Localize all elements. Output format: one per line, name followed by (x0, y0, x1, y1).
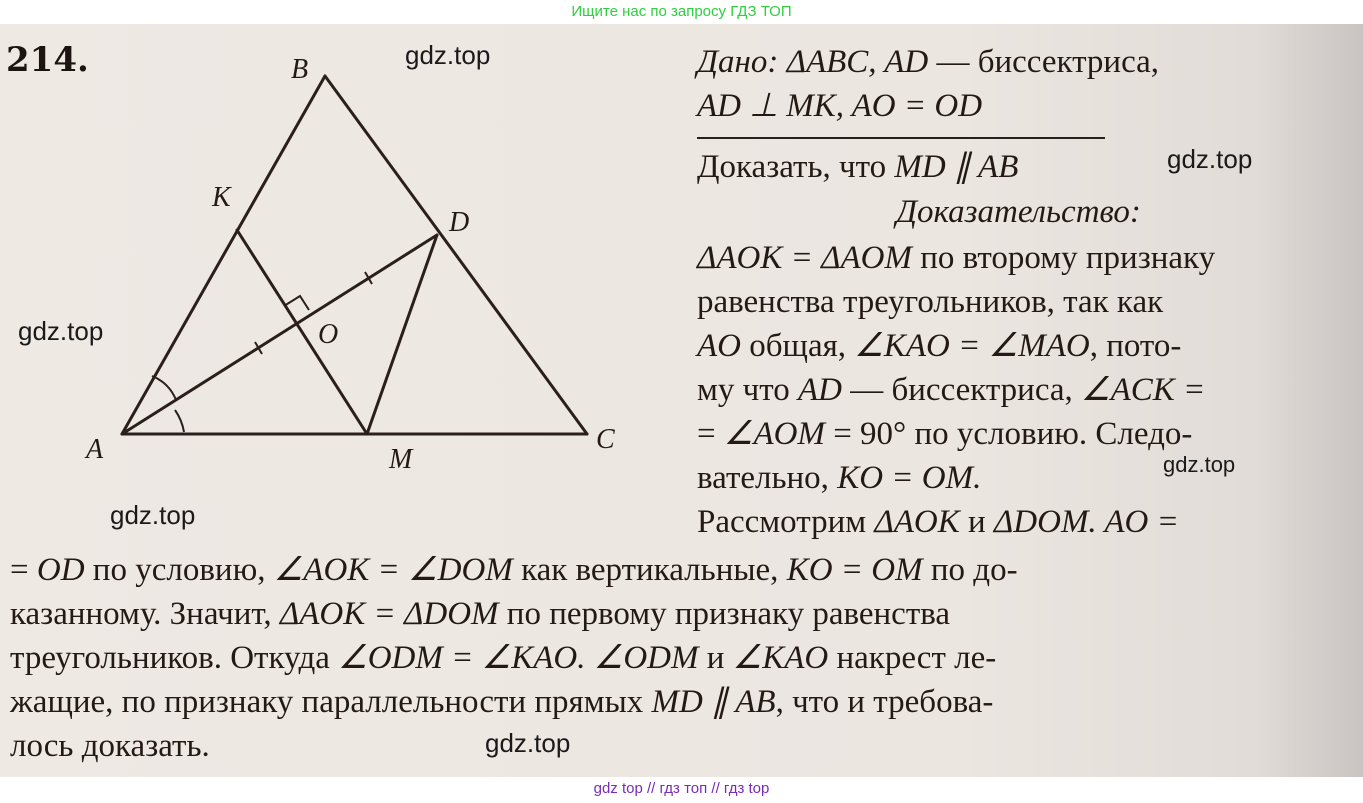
proof-line (10, 726, 210, 766)
textbook-page (0, 24, 1363, 777)
angle-arc-2 (175, 410, 184, 432)
given-divider (697, 137, 1105, 139)
proof-line (10, 594, 950, 634)
angle-arc-1 (152, 376, 176, 400)
problem-number: 214. (6, 40, 89, 80)
watermark: gdz.top (110, 500, 196, 530)
segment-km (237, 230, 367, 434)
proof-text-segment: ΔDOM. AO = (993, 504, 1179, 540)
segment-md (367, 235, 437, 434)
proof-text-segment: ∠AOK = ∠DOM (273, 552, 513, 588)
proof-text-segment: ΔAOK = ΔAOM (697, 240, 912, 276)
proof-text-segment: ΔAOK = ΔDOM (279, 596, 499, 632)
proof-text-segment: , пото- (1089, 328, 1182, 364)
side-ab (122, 76, 325, 434)
proof-text-segment: вательно, (697, 460, 838, 496)
given-line-2: AD ⊥ MK, AO = OD (697, 88, 983, 124)
proof-text-segment: ∠AOM (723, 416, 825, 452)
proof-line (697, 282, 1163, 322)
bottom-banner: gdz top // гдз топ // гдз top (0, 777, 1363, 803)
point-m-label: M (389, 444, 413, 475)
proof-heading: Доказательство: (896, 194, 1141, 230)
proof-line (10, 638, 996, 678)
proof-text-segment: ΔAOK (874, 504, 960, 540)
side-bc (325, 76, 587, 434)
proof-line (697, 238, 1215, 278)
proof-line (697, 414, 1192, 454)
proof-text-segment: жащие, по признаку параллельности прямых (10, 684, 652, 720)
proof-text-segment: AD (797, 372, 842, 408)
vertex-c-label: C (596, 424, 615, 455)
proof-text-segment: как вертикальные, (512, 552, 787, 588)
proof-text-segment: = 90° по условию. Следо- (824, 416, 1193, 452)
given-line-1: Дано: ΔABC, AD — биссектриса, (697, 44, 1160, 80)
bisector-ad (122, 235, 437, 434)
proof-text-segment: — биссектриса, (841, 372, 1082, 408)
proof-text-segment: KO = OM (786, 552, 923, 588)
watermark: gdz.top (485, 728, 571, 758)
point-o-label: O (318, 319, 339, 350)
proof-text-segment: и (698, 640, 733, 676)
proof-text-segment: AO (697, 328, 741, 364)
proof-text-segment: лось доказать. (10, 728, 210, 764)
proof-line (697, 326, 1181, 366)
vertex-b-label: B (291, 54, 309, 85)
proof-text-segment: ∠KAO = ∠MAO (854, 328, 1090, 364)
proof-line (697, 502, 1179, 542)
proof-line (697, 458, 981, 498)
proof-line (10, 550, 1018, 590)
proof-text-segment: KO = OM. (837, 460, 982, 496)
proof-line (697, 370, 1205, 410)
proof-text-segment: = (697, 416, 724, 452)
proof-text-segment: равенства треугольников, так как (697, 284, 1164, 320)
proof-text-segment: общая, (741, 328, 855, 364)
proof-line (10, 682, 993, 722)
proof-text-segment: по до- (922, 552, 1018, 588)
proof-text-segment: , что и требова- (775, 684, 994, 720)
proof-text-segment: и (959, 504, 994, 540)
watermark: gdz.top (1167, 144, 1253, 174)
proof-text-segment: MD ∥ AB (651, 684, 776, 720)
vertex-d-label: D (449, 207, 470, 238)
proof-text-segment: ∠ACK = (1081, 372, 1206, 408)
watermark: gdz.top (18, 316, 104, 346)
proof-text-segment: ∠KAO (732, 640, 829, 676)
proof-text-segment: Рассмотрим (697, 504, 875, 540)
proof-text-segment: треугольников. Откуда (10, 640, 339, 676)
proof-text-segment: казанному. Значит, (10, 596, 280, 632)
vertex-a-label: A (86, 434, 104, 465)
top-banner: Ищите нас по запросу ГДЗ ТОП (0, 0, 1363, 24)
proof-text-segment: = (10, 552, 37, 588)
watermark: gdz.top (405, 40, 491, 70)
watermark: gdz.top (1163, 452, 1236, 477)
proof-text-segment: по условию, (84, 552, 274, 588)
proof-text-segment: OD (36, 552, 85, 588)
vertex-k-label: K (212, 182, 231, 213)
proof-text-segment: по второму признаку (911, 240, 1216, 276)
proof-text-segment: по первому признаку равенства (498, 596, 951, 632)
prove-statement: Доказать, что MD ∥ AB (697, 149, 1019, 185)
proof-text-segment: ∠ODM = ∠KAO. ∠ODM (338, 640, 699, 676)
proof-text-segment: му что (697, 372, 798, 408)
triangle-figure (0, 24, 620, 544)
proof-text-segment: накрест ле- (828, 640, 997, 676)
